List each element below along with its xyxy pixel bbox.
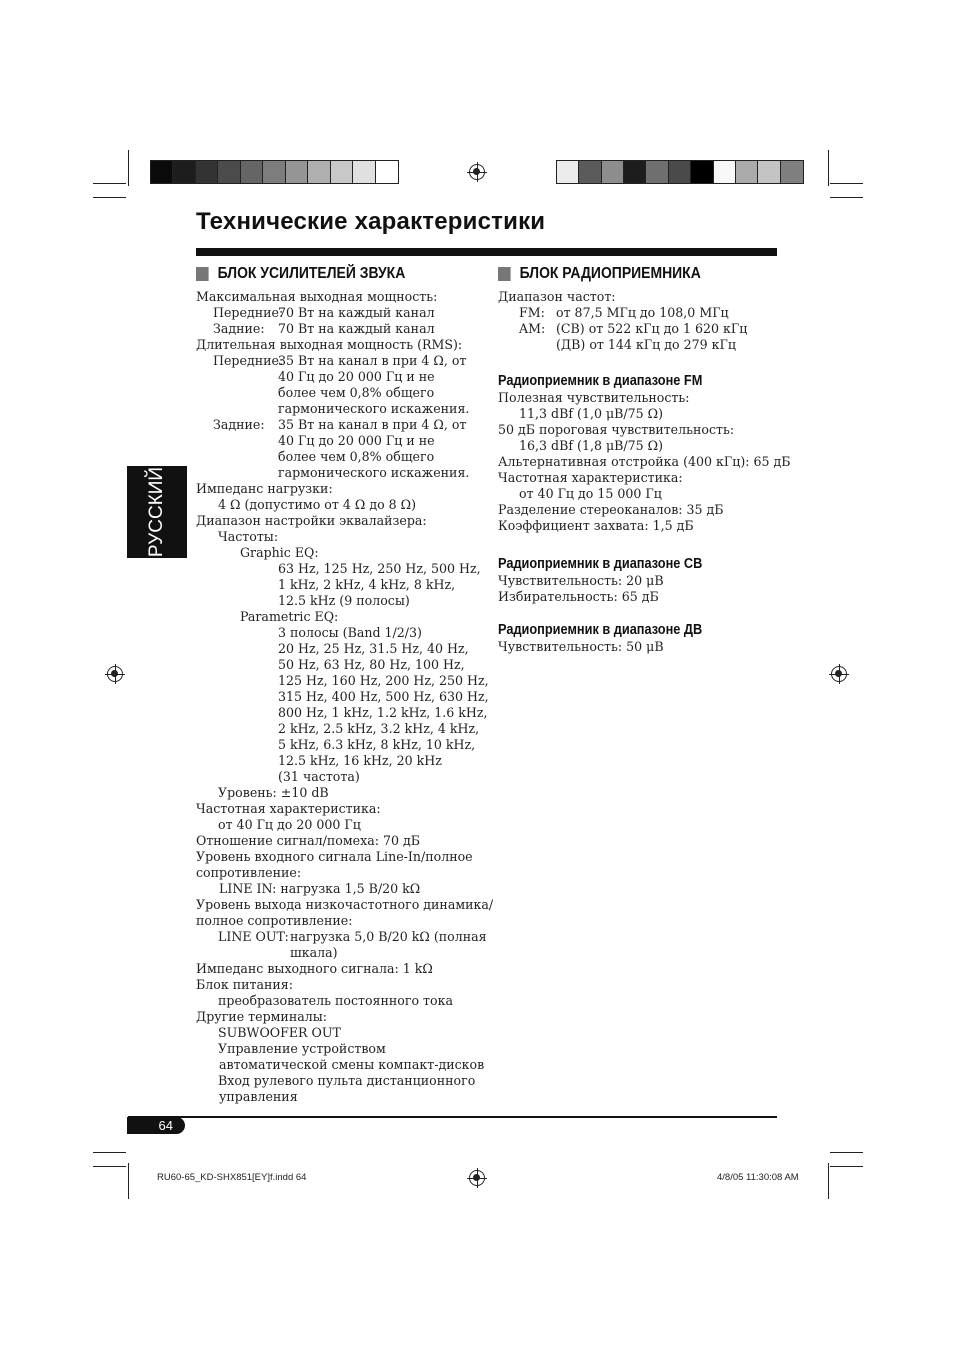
spec-line: 2 kHz, 2.5 kHz, 3.2 kHz, 4 kHz, [278,721,480,736]
spec-line: 4 Ω (допустимо от 4 Ω до 8 Ω) [218,497,417,512]
crop-mark [830,197,863,198]
spec-line: 35 Вт на канал в при 4 Ω, от [278,417,467,432]
crop-mark [128,1163,129,1199]
spec-line: 70 Вт на каждый канал [278,305,435,320]
title-rule [196,248,777,256]
spec-line: Избирательность: 65 дБ [498,589,659,604]
spec-line: 800 Hz, 1 kHz, 1.2 kHz, 1.6 kHz, [278,705,488,720]
mw-subheading: Радиоприемник в диапазоне СВ [498,556,703,572]
language-side-tab: РУССКИЙ [127,466,187,558]
spec-line: от 40 Гц до 20 000 Гц [218,817,361,832]
spec-line: Parametric EQ: [240,609,339,624]
color-swatch [602,161,624,183]
crop-mark [830,1152,863,1153]
spec-line: 3 полосы (Band 1/2/3) [278,625,422,640]
spec-line: от 40 Гц до 15 000 Гц [519,486,662,501]
color-swatch [714,161,736,183]
page-title: Технические характеристики [196,208,546,235]
spec-line: SUBWOOFER OUT [218,1025,341,1040]
spec-line: 315 Hz, 400 Hz, 500 Hz, 630 Hz, [278,689,489,704]
crop-mark [93,1166,126,1167]
color-swatch [331,161,353,183]
spec-line: Управление устройством [218,1041,386,1056]
spec-line: Разделение стереоканалов: 35 дБ [498,502,724,517]
spec-line: (31 частота) [278,769,360,784]
color-swatch [308,161,330,183]
color-swatch [736,161,758,183]
spec-line: Альтернативная отстройка (400 кГц): 65 дБ [498,454,791,469]
spec-line: полное сопротивление: [196,913,353,928]
spec-line: 50 дБ пороговая чувствительность: [498,422,735,437]
color-swatch [196,161,218,183]
spec-line: Частотная характеристика: [498,470,683,485]
color-swatch [557,161,579,183]
color-swatch [376,161,398,183]
spec-line: более чем 0,8% общего [278,385,435,400]
spec-line: 63 Hz, 125 Hz, 250 Hz, 500 Hz, [278,561,481,576]
spec-line: 12.5 kHz, 16 kHz, 20 kHz [278,753,442,768]
radio-section-heading: БЛОК РАДИОПРИЕМНИКА [498,265,701,283]
crop-mark [93,197,126,198]
crop-mark [93,1152,126,1153]
spec-line: Задние: [213,417,265,432]
spec-line: Чувствительность: 20 μВ [498,573,664,588]
section-square-icon [498,267,511,281]
crop-mark [828,1163,829,1199]
spec-line: 125 Hz, 160 Hz, 200 Hz, 250 Hz, [278,673,489,688]
spec-line: 11,3 dBf (1,0 μВ/75 Ω) [519,406,664,421]
spec-line: Импеданс выходного сигнала: 1 kΩ [196,961,433,976]
spec-line: Уровень: ±10 dB [218,785,329,800]
spec-line: Блок питания: [196,977,293,992]
amp-section-heading: БЛОК УСИЛИТЕЛЕЙ ЗВУКА [196,265,405,283]
spec-line: Уровень входного сигнала Line-In/полное [196,849,473,864]
spec-line: сопротивление: [196,865,302,880]
spec-line: более чем 0,8% общего [278,449,435,464]
spec-line: AM: [519,321,546,336]
color-swatch [353,161,375,183]
spec-line: Задние: [213,321,265,336]
spec-line: Диапазон частот: [498,289,616,304]
spec-line: гармонического искажения. [278,465,470,480]
spec-line: Graphic EQ: [240,545,319,560]
color-calibration-bar-left [150,160,399,184]
section-square-icon [196,267,209,281]
color-swatch [669,161,691,183]
spec-line: 16,3 dBf (1,8 μВ/75 Ω) [519,438,664,453]
spec-line: управления [219,1089,298,1104]
spec-line: преобразователь постоянного тока [218,993,453,1008]
color-swatch [646,161,668,183]
spec-line: Диапазон настройки эквалайзера: [196,513,427,528]
spec-line: 40 Гц до 20 000 Гц и не [278,369,435,384]
spec-line: Вход рулевого пульта дистанционного [218,1073,476,1088]
spec-line: FM: [519,305,545,320]
spec-line: LINE IN: нагрузка 1,5 В/20 kΩ [219,881,421,896]
spec-line: Передние: [213,353,284,368]
page-number: 64 [158,1118,173,1133]
bottom-rule [128,1116,777,1118]
spec-line: 12.5 kHz (9 полосы) [278,593,410,608]
color-swatch [173,161,195,183]
color-swatch [691,161,713,183]
spec-line: Частотная характеристика: [196,801,381,816]
spec-line: от 87,5 МГц до 108,0 МГц [556,305,729,320]
spec-line: 50 Hz, 63 Hz, 80 Hz, 100 Hz, [278,657,465,672]
spec-line: Импеданс нагрузки: [196,481,333,496]
page-number-tab [127,1117,185,1134]
spec-line: нагрузка 5,0 В/20 kΩ (полная [290,929,487,944]
spec-line: (СВ) от 522 кГц до 1 620 кГц [556,321,748,336]
spec-line: LINE OUT: [218,929,289,944]
spec-line: 20 Hz, 25 Hz, 31.5 Hz, 40 Hz, [278,641,469,656]
color-swatch [263,161,285,183]
footer-file-info: RU60-65_KD-SHX851[EY]f.indd 64 [157,1172,307,1183]
registration-mark-icon [469,164,485,180]
color-swatch [624,161,646,183]
crop-mark [830,1166,863,1167]
spec-line: Чувствительность: 50 μВ [498,639,664,654]
spec-line: 70 Вт на каждый канал [278,321,435,336]
fm-subheading: Радиоприемник в диапазоне FM [498,373,703,389]
color-swatch [218,161,240,183]
crop-mark [128,150,129,186]
spec-line: гармонического искажения. [278,401,470,416]
color-swatch [151,161,173,183]
color-swatch [241,161,263,183]
spec-line: Уровень выхода низкочастотного динамика/ [196,897,494,912]
spec-line: Другие терминалы: [196,1009,327,1024]
color-swatch [781,161,803,183]
spec-line: Длительная выходная мощность (RMS): [196,337,463,352]
footer-timestamp: 4/8/05 11:30:08 AM [717,1172,799,1183]
color-swatch [286,161,308,183]
registration-mark-icon [107,666,123,682]
color-swatch [758,161,780,183]
spec-line: Передние: [213,305,284,320]
spec-line: Полезная чувствительность: [498,390,690,405]
spec-line: Частоты: [218,529,279,544]
lw-subheading: Радиоприемник в диапазоне ДВ [498,622,703,638]
spec-line: 40 Гц до 20 000 Гц и не [278,433,435,448]
color-calibration-bar-right [556,160,804,184]
spec-line: 5 kHz, 6.3 kHz, 8 kHz, 10 kHz, [278,737,476,752]
spec-line: Отношение сигнал/помеха: 70 дБ [196,833,420,848]
registration-mark-icon [469,1170,485,1186]
color-swatch [579,161,601,183]
spec-line: 1 kHz, 2 kHz, 4 kHz, 8 kHz, [278,577,456,592]
spec-line: шкала) [290,945,338,960]
spec-line: Коэффициент захвата: 1,5 дБ [498,518,694,533]
spec-line: Максимальная выходная мощность: [196,289,438,304]
spec-line: автоматической смены компакт-дисков [219,1057,485,1072]
crop-mark [830,183,863,184]
crop-mark [828,150,829,186]
crop-mark [93,183,126,184]
spec-line: 35 Вт на канал в при 4 Ω, от [278,353,467,368]
spec-line: (ДВ) от 144 кГц до 279 кГц [556,337,736,352]
registration-mark-icon [831,666,847,682]
